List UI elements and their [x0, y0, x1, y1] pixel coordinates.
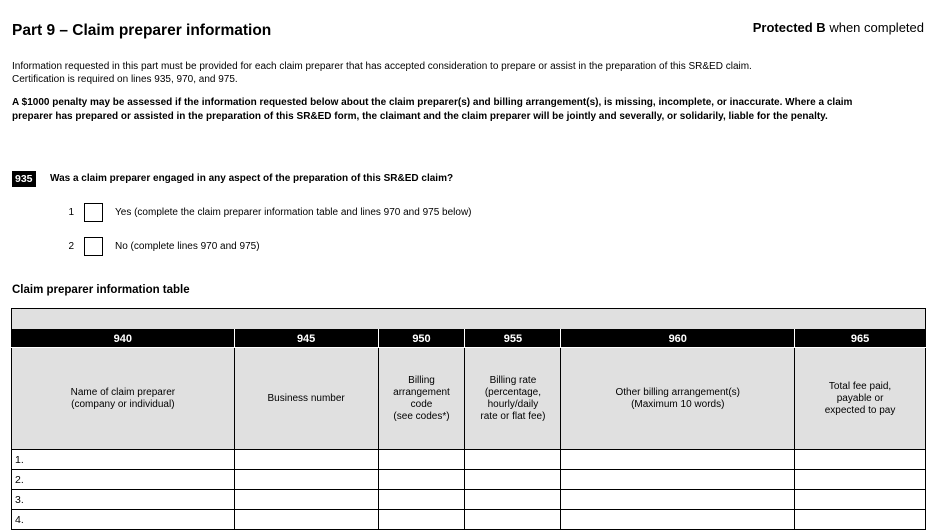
column-header-row [12, 348, 926, 450]
col-number-955: 955 [465, 330, 561, 348]
option-number: 1 [68, 207, 74, 218]
col-header-business-number: Business number [234, 348, 378, 450]
option-number: 2 [68, 241, 74, 252]
yes-checkbox[interactable] [84, 203, 103, 222]
billing-code-cell[interactable] [378, 510, 465, 530]
business-number-cell[interactable] [234, 510, 378, 530]
billing-code-cell[interactable] [378, 470, 465, 490]
table-row [12, 510, 926, 530]
page-title: Part 9 – Claim preparer information [12, 22, 272, 39]
col-header-billing-rate: Billing rate (percentage, hourly/daily rate or flat fee) [465, 348, 561, 450]
business-number-cell[interactable] [234, 450, 378, 470]
billing-rate-cell[interactable] [465, 510, 561, 530]
claim-preparer-table [11, 308, 926, 530]
table-top-band [12, 309, 926, 330]
no-checkbox[interactable] [84, 237, 103, 256]
total-fee-cell[interactable] [795, 450, 926, 470]
billing-rate-cell[interactable] [465, 470, 561, 490]
business-number-cell[interactable] [234, 470, 378, 490]
table-row [12, 450, 926, 470]
intro-line-2: Certification is required on lines 935, 970, and 975. [12, 74, 238, 85]
col-number-965: 965 [795, 330, 926, 348]
total-fee-cell[interactable] [795, 470, 926, 490]
other-billing-cell[interactable] [561, 510, 795, 530]
table-title: Claim preparer information table [12, 284, 190, 296]
billing-code-cell[interactable] [378, 490, 465, 510]
protected-qualifier: when completed [829, 20, 924, 35]
intro-text [12, 60, 912, 86]
col-number-950: 950 [378, 330, 465, 348]
business-number-cell[interactable] [234, 490, 378, 510]
row-number[interactable]: 3. [12, 490, 235, 510]
col-number-945: 945 [234, 330, 378, 348]
table-row [12, 490, 926, 510]
option-no [62, 237, 260, 256]
line-number-935: 935 [12, 171, 36, 187]
protected-label: Protected B [752, 20, 826, 35]
table-row [12, 470, 926, 490]
row-number[interactable]: 4. [12, 510, 235, 530]
penalty-warning: A $1000 penalty may be assessed if the information requested below about the claim preparer(s) and billing arrangement(s), is missing, incomplete, or inaccurate. Where a claim preparer has prepared or assisted in the preparation of this SR&ED form, the claimant and the claim preparer will be jointly and severally, or solidarily, liable for the penalty. [12, 97, 853, 122]
col-header-other-billing: Other billing arrangement(s) (Maximum 10 words) [561, 348, 795, 450]
other-billing-cell[interactable] [561, 470, 795, 490]
option-label: Yes (complete the claim preparer information table and lines 970 and 975 below) [115, 207, 472, 218]
other-billing-cell[interactable] [561, 490, 795, 510]
protected-notice [753, 20, 924, 35]
col-header-billing-code: Billing arrangement code (see codes*) [378, 348, 465, 450]
intro-line-1: Information requested in this part must be provided for each claim preparer that has accepted consideration to prepare or assist in the preparation of this SR&ED claim. [12, 61, 752, 72]
total-fee-cell[interactable] [795, 490, 926, 510]
billing-code-cell[interactable] [378, 450, 465, 470]
billing-rate-cell[interactable] [465, 450, 561, 470]
col-header-name: Name of claim preparer (company or individual) [12, 348, 235, 450]
col-header-total-fee: Total fee paid, payable or expected to pay [795, 348, 926, 450]
billing-rate-cell[interactable] [465, 490, 561, 510]
option-yes [62, 203, 472, 222]
other-billing-cell[interactable] [561, 450, 795, 470]
row-number[interactable]: 1. [12, 450, 235, 470]
col-number-960: 960 [561, 330, 795, 348]
option-label: No (complete lines 970 and 975) [115, 241, 260, 252]
question-text: Was a claim preparer engaged in any aspect of the preparation of this SR&ED claim? [50, 173, 454, 184]
total-fee-cell[interactable] [795, 510, 926, 530]
col-number-940: 940 [12, 330, 235, 348]
column-number-row [12, 330, 926, 348]
row-number[interactable]: 2. [12, 470, 235, 490]
